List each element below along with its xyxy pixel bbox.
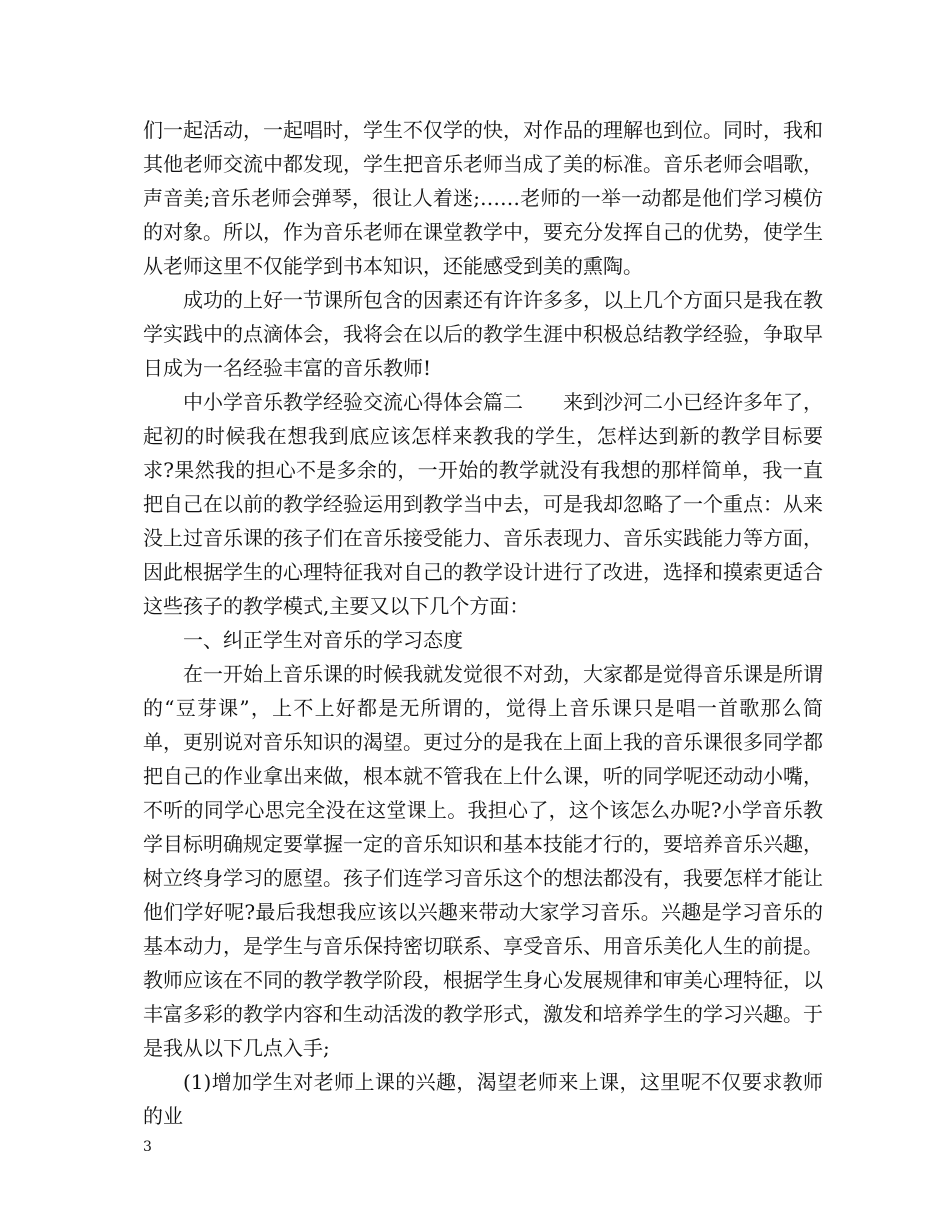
- page-number: 3: [143, 1139, 152, 1155]
- paragraph-point-one: (1)增加学生对老师上课的兴趣，渴望老师来上课，这里呢不仅要求教师的业: [143, 1070, 823, 1128]
- paragraph-article-two-intro: 中小学音乐教学经验交流心得体会篇二 来到沙河二小已经许多年了，起初的时候我在想我到底应该怎样来教我的学生，怎样达到新的教学目标要求?果然我的担心不是多余的，一开始的教学就没有我想的那样简单，我一直把自己在以前的教学经验运用到教学当中去，可是我却忽略了一个重点：从来没上过音乐课的孩子们在音乐接受能力、音乐表现力、音乐实践能力等方面，因此根据学生的心理特征我对自己的教学设计进行了改进，选择和摸索更适合这些孩子的教学模式,主要又以下几个方面：: [143, 390, 823, 618]
- paragraph-attitude: 在一开始上音乐课的时候我就发觉很不对劲，大家都是觉得音乐课是所谓的“豆芽课”，上不上好都是无所谓的，觉得上音乐课只是唱一首歌那么简单，更别说对音乐知识的渴望。更过分的是我在上面上我的音乐课很多同学都把自己的作业拿出来做，根本就不管我在上什么课，听的同学呢还动动小嘴，不听的同学心思完全没在这堂课上。我担心了，这个该怎么办呢?小学音乐教学目标明确规定要掌握一定的音乐知识和基本技能才行的，要培养音乐兴趣，树立终身学习的愿望。孩子们连学习音乐这个的想法都没有，我要怎样才能让他们学好呢?最后我想我应该以兴趣来带动大家学习音乐。兴趣是学习音乐的基本动力，是学生与音乐保持密切联系、享受音乐、用音乐美化人生的前提。教师应该在不同的教学教学阶段，根据学生身心发展规律和审美心理特征，以丰富多彩的教学内容和生动活泼的教学形式，激发和培养学生的学习兴趣。于是我从以下几点入手;: [143, 662, 823, 1060]
- section-heading: 一、纠正学生对音乐的学习态度: [183, 628, 463, 652]
- body-text: [143, 113, 823, 1133]
- paragraph-continuation: 们一起活动，一起唱时，学生不仅学的快，对作品的理解也到位。同时，我和其他老师交流中都发现，学生把音乐老师当成了美的标准。音乐老师会唱歌，声音美;音乐老师会弹琴，很让人着迷;……老师的一举一动都是他们学习模仿的对象。所以，作为音乐老师在课堂教学中，要充分发挥自己的优势，使学生从老师这里不仅能学到书本知识，还能感受到美的熏陶。: [143, 118, 823, 278]
- paragraph-conclusion: 成功的上好一节课所包含的因素还有许许多多，以上几个方面只是我在教学实践中的点滴体会，我将会在以后的教学生涯中积极总结教学经验，争取早日成为一名经验丰富的音乐教师!: [143, 288, 823, 380]
